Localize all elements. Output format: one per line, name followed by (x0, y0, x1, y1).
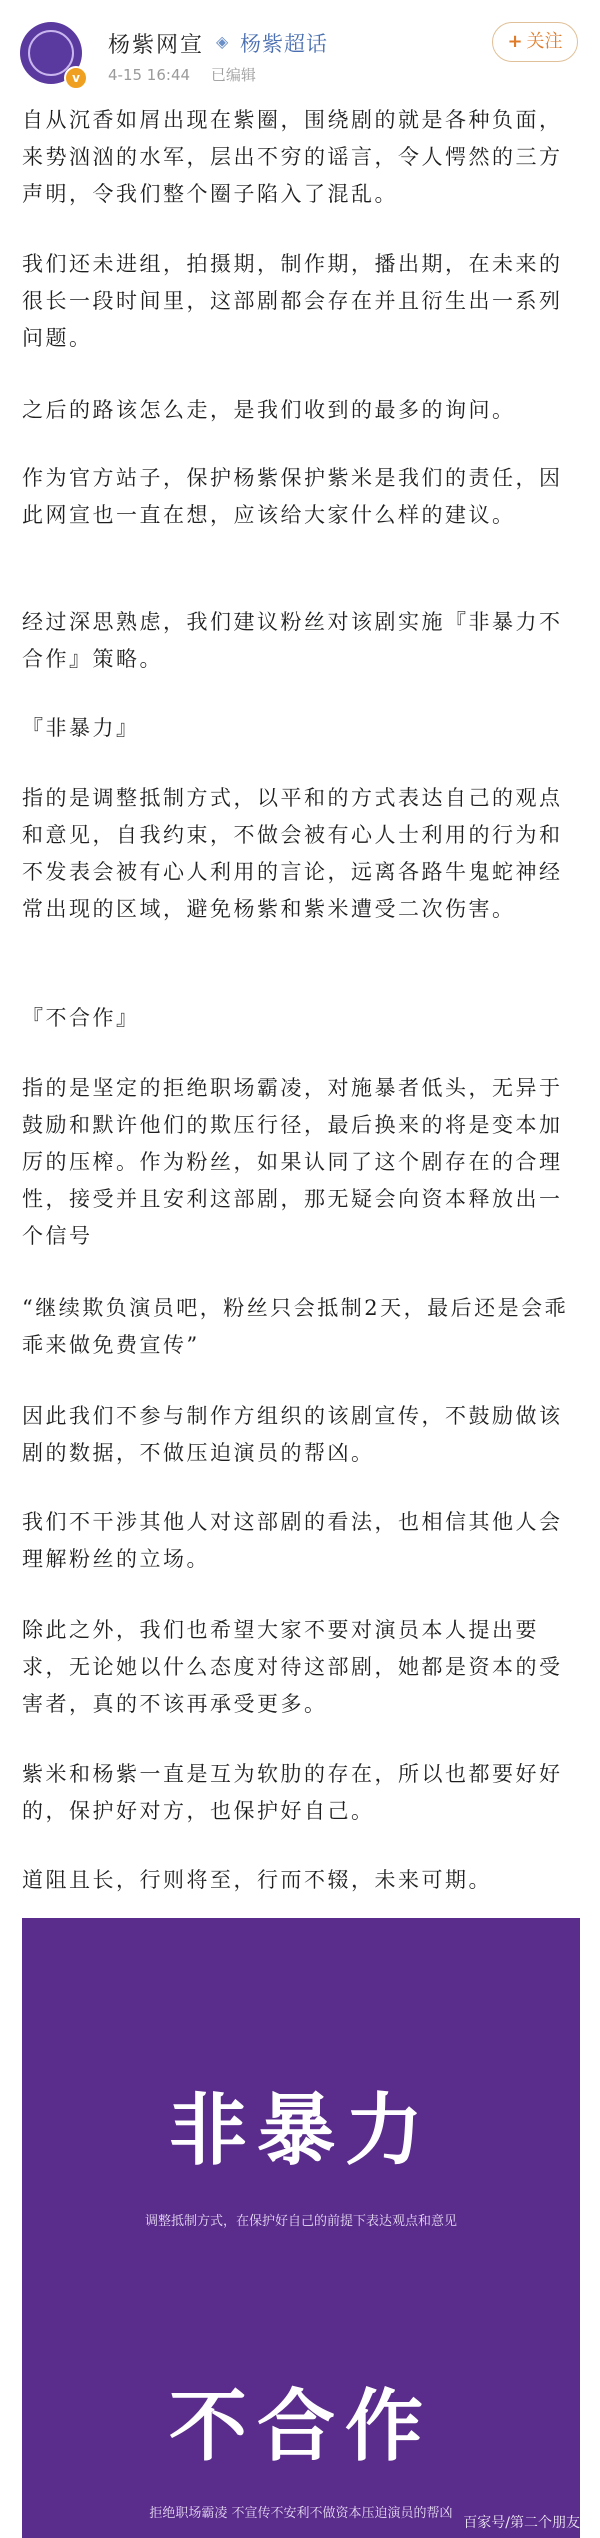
post-paragraph: 之后的路该怎么走，是我们收到的最多的询问。 (22, 398, 516, 422)
poster-subtitle-noncooperation: 拒绝职场霸凌 不宣传不安利不做资本压迫演员的帮凶 (149, 2506, 453, 2521)
verified-badge-icon: v (64, 66, 88, 90)
post-paragraph: 因此我们不参与制作方组织的该剧宣传，不鼓励做该剧的数据，不做压迫演员的帮凶。 (22, 1404, 563, 1465)
poster-title-nonviolence: 非暴力 (168, 2085, 433, 2176)
edit-status: 已编辑 (210, 66, 256, 84)
post-paragraph: 除此之外，我们也希望大家不要对演员本人提出要求，无论她以什么态度对待这部剧，她都是资本的受害者，真的不该再承受更多。 (22, 1618, 563, 1716)
watermark: 百家号/第二个朋友圈 (463, 2515, 594, 2531)
account-name[interactable]: 杨紫网宣 (108, 33, 205, 58)
post-paragraph: 作为官方站子，保护杨紫保护紫米是我们的责任，因此网宣也一直在想，应该给大家什么样的建议。 (22, 466, 563, 527)
post-paragraph: 经过深思熟虑，我们建议粉丝对该剧实施『非暴力不合作』策略。 (22, 610, 563, 671)
post-image-poster[interactable] (22, 1918, 580, 2538)
post-date: 4-15 16:44 (108, 66, 191, 84)
super-topic-icon: ◈ (216, 32, 229, 51)
post-paragraph: 道阻且长，行则将至，行而不辍，未来可期。 (22, 1868, 492, 1892)
post-paragraph: 紫米和杨紫一直是互为软肋的存在，所以也都要好好的，保护好对方，也保护好自己。 (22, 1762, 563, 1823)
post-header (0, 0, 600, 90)
post-paragraph: 『不合作』 (22, 1006, 140, 1030)
poster-subtitle-nonviolence: 调整抵制方式，在保护好自己的前提下表达观点和意见 (144, 2214, 457, 2229)
plus-icon: + (507, 31, 523, 52)
poster-title-noncooperation: 不合作 (168, 2381, 433, 2472)
post-paragraph: 我们还未进组，拍摄期，制作期，播出期，在未来的很长一段时间里，这部剧都会存在并且衍生出一系列问题。 (22, 252, 563, 350)
follow-button[interactable] (492, 22, 578, 62)
post-paragraph: 自从沉香如屑出现在紫圈，围绕剧的就是各种负面，来势汹汹的水军，层出不穷的谣言，令人愕然的三方声明，令我们整个圈子陷入了混乱。 (22, 108, 563, 206)
post-paragraph: 指的是调整抵制方式，以平和的方式表达自己的观点和意见，自我约束，不做会被有心人士利用的行为和不发表会被有心人利用的言论，远离各路牛鬼蛇神经常出现的区域，避免杨紫和紫米遭受二次伤害。 (22, 786, 563, 921)
post-meta (108, 64, 272, 85)
post-paragraph: 指的是坚定的拒绝职场霸凌，对施暴者低头，无异于鼓励和默许他们的欺压行径，最后换来的将是变本加厉的压榨。作为粉丝，如果认同了这个剧存在的合理性，接受并且安利这部剧，那无疑会向资本释放出一个信号 (22, 1076, 563, 1248)
post-paragraph: 我们不干涉其他人对这部剧的看法，也相信其他人会理解粉丝的立场。 (22, 1510, 563, 1571)
post-paragraph: “继续欺负演员吧，粉丝只会抵制2天，最后还是会乖乖来做免费宣传” (22, 1296, 569, 1357)
super-topic-link[interactable]: 杨紫超话 (240, 32, 328, 56)
follow-label: 关注 (526, 31, 563, 52)
post-paragraph: 『非暴力』 (22, 716, 140, 740)
